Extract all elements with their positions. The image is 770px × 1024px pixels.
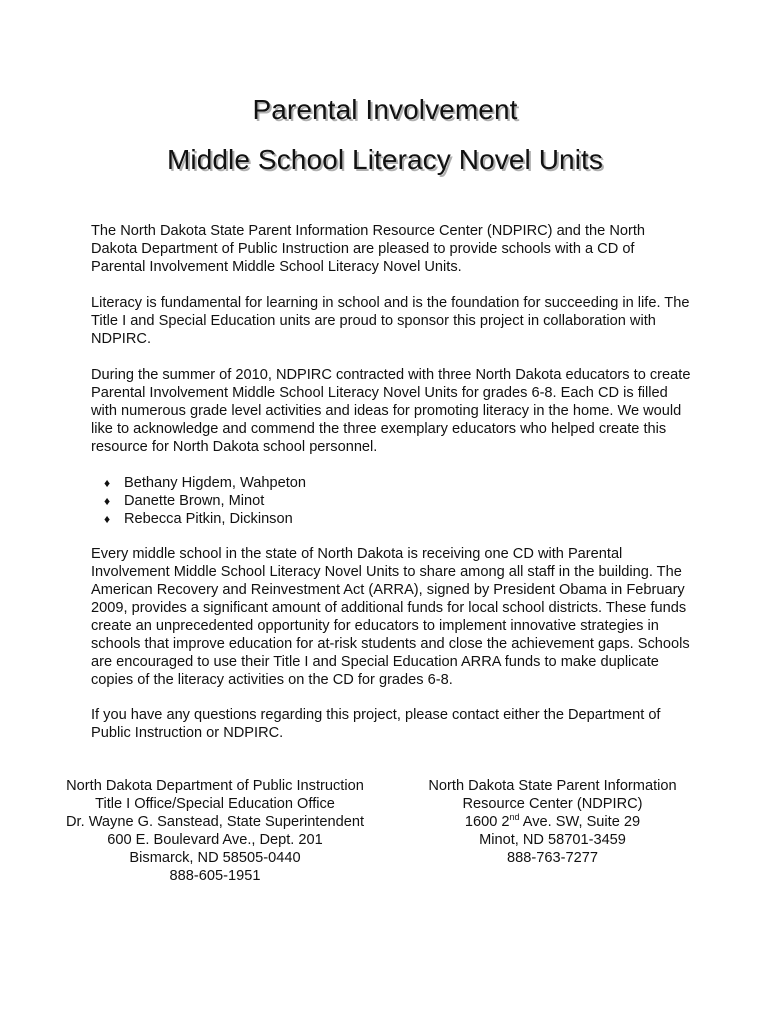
dpi-name: North Dakota Department of Public Instruction: [66, 778, 364, 794]
page-subtitle: Middle School Literacy Novel Units: [166, 144, 604, 175]
diamond-bullet-icon: ♦: [104, 476, 111, 490]
list-item: [104, 474, 306, 492]
ndpirc-name: North Dakota State Parent Information: [428, 778, 677, 794]
ndpirc-contact-block: [405, 777, 700, 867]
list-item: [104, 492, 306, 510]
educator-name: Rebecca Pitkin, Dickinson: [124, 511, 293, 527]
literacy-paragraph: Literacy is fundamental for learning in school and is the foundation for succeeding in life. The Title I and Special Education units are proud to sponsor this project in collaboration with NDPIRC.: [91, 295, 690, 347]
page-title: Parental Involvement: [252, 94, 518, 125]
diamond-bullet-icon: ♦: [104, 512, 111, 526]
ndpirc-address: [405, 813, 700, 831]
questions-paragraph: If you have any questions regarding this project, please contact either the Department of Public Instruction or NDPIRC.: [91, 707, 661, 741]
educator-name: Bethany Higdem, Wahpeton: [124, 475, 306, 491]
ndpirc-address-number: 1600 2: [464, 814, 510, 830]
dpi-phone: 888-605-1951: [169, 868, 261, 884]
diamond-bullet-icon: ♦: [104, 494, 111, 508]
summer-paragraph: During the summer of 2010, NDPIRC contracted with three North Dakota educators to create Parental Involvement Middle School Literacy Novel Units for grades 6-8. Each CD is filled with numerous grade level activities and ideas for promoting literacy in the home. We would like to acknowledge and commend the three exemplary educators who helped create this resource for North Dakota school personnel.: [91, 367, 691, 455]
intro-paragraph: The North Dakota State Parent Information Resource Center (NDPIRC) and the North Dakota Department of Public Instruction are pleased to provide schools with a CD of Parental Involvement Middle School Literacy Novel Units.: [91, 223, 645, 275]
ndpirc-name-cont: Resource Center (NDPIRC): [462, 796, 643, 812]
ndpirc-city: Minot, ND 58701-3459: [479, 832, 626, 848]
dpi-contact-block: [45, 777, 385, 885]
dpi-city: Bismarck, ND 58505-0440: [129, 850, 301, 866]
list-item: [104, 510, 306, 528]
dpi-address: 600 E. Boulevard Ave., Dept. 201: [107, 832, 323, 848]
every-school-paragraph: Every middle school in the state of North Dakota is receiving one CD with Parental Involvement Middle School Literacy Novel Units to share among all staff in the building. The American Recovery and Reinvestment Act (ARRA), signed by President Obama in February 2009, provides a significant amount of additional funds for local school districts. These funds create an unprecedented opportunity for educators to implement innovative strategies in schools that improve education for at-risk students and close the achievement gaps. Schools are encouraged to use their Title I and Special Education ARRA funds to make duplicate copies of the literacy activities on the CD for grades 6-8.: [91, 546, 690, 688]
ndpirc-address-street: Ave. SW, Suite 29: [519, 814, 641, 830]
ndpirc-phone: 888-763-7277: [507, 850, 598, 866]
educator-list: [104, 474, 306, 528]
dpi-office: Title I Office/Special Education Office: [95, 796, 335, 812]
educator-name: Danette Brown, Minot: [124, 493, 265, 509]
ndpirc-address-ordinal: nd: [509, 812, 520, 823]
dpi-superintendent: Dr. Wayne G. Sanstead, State Superintendent: [66, 814, 364, 830]
